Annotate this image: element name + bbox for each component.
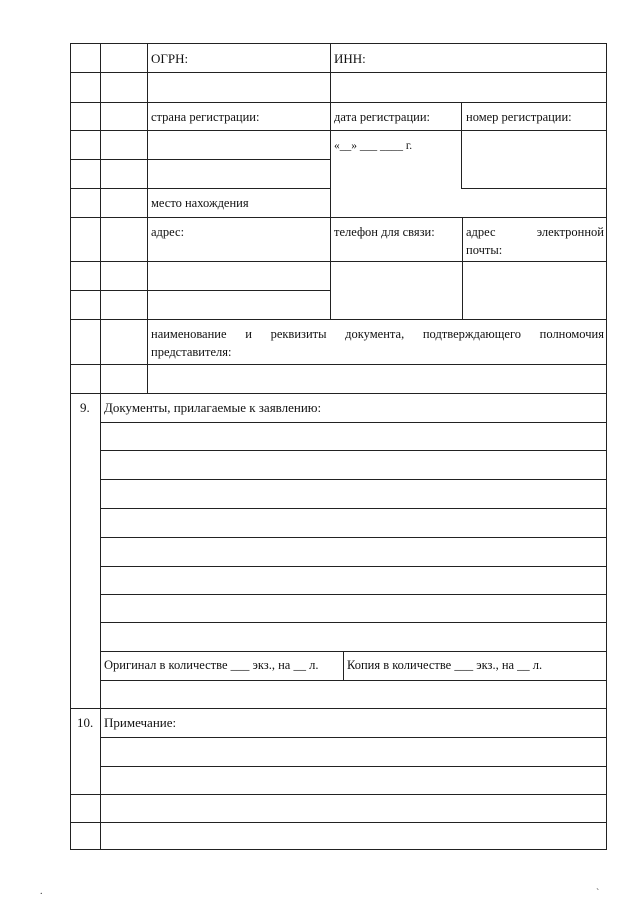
- row-divider: [71, 261, 606, 262]
- application-form-table: [70, 43, 607, 850]
- email-label: [466, 223, 604, 259]
- row-divider: [100, 422, 606, 423]
- row-divider: [71, 217, 606, 218]
- doc-word-1: наименование: [151, 327, 227, 341]
- row-divider: [100, 680, 606, 681]
- row-divider: [71, 364, 606, 365]
- doc-word-5: подтверждающего: [422, 327, 522, 341]
- row-divider: [71, 159, 331, 160]
- doc-word-3: реквизиты: [270, 327, 327, 341]
- row-divider: [100, 450, 606, 451]
- ogrn-label: ОГРН:: [151, 51, 189, 66]
- row-divider: [100, 508, 606, 509]
- row-divider: [100, 766, 606, 767]
- column-divider: [330, 44, 331, 102]
- column-divider: [343, 651, 344, 680]
- row-divider: [100, 566, 606, 567]
- doc-word-6: полномочия: [539, 327, 604, 341]
- row-divider: [461, 188, 606, 189]
- doc-word-4: документа,: [345, 327, 405, 341]
- doc-word-2: и: [245, 327, 252, 341]
- row-divider: [71, 708, 606, 709]
- registration-number-label: номер регистрации:: [466, 110, 572, 124]
- row-divider: [71, 319, 606, 320]
- column-divider: [330, 217, 331, 319]
- row-divider: [71, 72, 606, 73]
- row-divider: [71, 822, 606, 823]
- section-9-number: 9.: [80, 400, 90, 415]
- representative-document-line2: представителя:: [151, 345, 232, 359]
- row-divider: [100, 651, 606, 652]
- registration-country-label: страна регистрации:: [151, 110, 260, 124]
- inn-label: ИНН:: [334, 51, 366, 66]
- column-divider: [147, 44, 148, 393]
- address-label: адрес:: [151, 225, 185, 239]
- row-divider: [71, 794, 606, 795]
- email-word-2: электронной: [536, 225, 604, 239]
- page-mark-left: .: [40, 886, 43, 897]
- section-9-title: Документы, прилагаемые к заявлению:: [104, 400, 322, 415]
- original-count-label: Оригинал в количестве ___ экз., на __ л.: [104, 658, 319, 672]
- location-label: место нахождения: [151, 196, 249, 210]
- row-divider: [100, 737, 606, 738]
- registration-date-value: «__» ___ ____ г.: [334, 140, 413, 152]
- email-label-line2: почты:: [466, 243, 503, 257]
- email-word-1: адрес: [466, 225, 496, 239]
- row-divider: [71, 393, 606, 394]
- row-divider: [100, 479, 606, 480]
- row-divider: [100, 537, 606, 538]
- column-divider: [100, 44, 101, 849]
- representative-document-label: [151, 325, 604, 361]
- row-divider: [71, 102, 606, 103]
- row-divider: [71, 290, 331, 291]
- row-divider: [71, 130, 606, 131]
- column-divider: [462, 217, 463, 319]
- representative-document-line1: [151, 325, 604, 343]
- row-divider: [100, 622, 606, 623]
- section-10-title: Примечание:: [104, 715, 177, 730]
- section-10-number: 10.: [77, 715, 94, 730]
- row-divider: [100, 594, 606, 595]
- column-divider: [461, 102, 462, 188]
- registration-date-label: дата регистрации:: [334, 110, 430, 124]
- column-divider: [330, 102, 331, 217]
- phone-label: телефон для связи:: [334, 225, 435, 239]
- copy-count-label: Копия в количестве ___ экз., на __ л.: [347, 658, 543, 672]
- row-divider: [71, 188, 331, 189]
- page-mark-right: `: [596, 888, 600, 899]
- email-label-line1: [466, 223, 604, 241]
